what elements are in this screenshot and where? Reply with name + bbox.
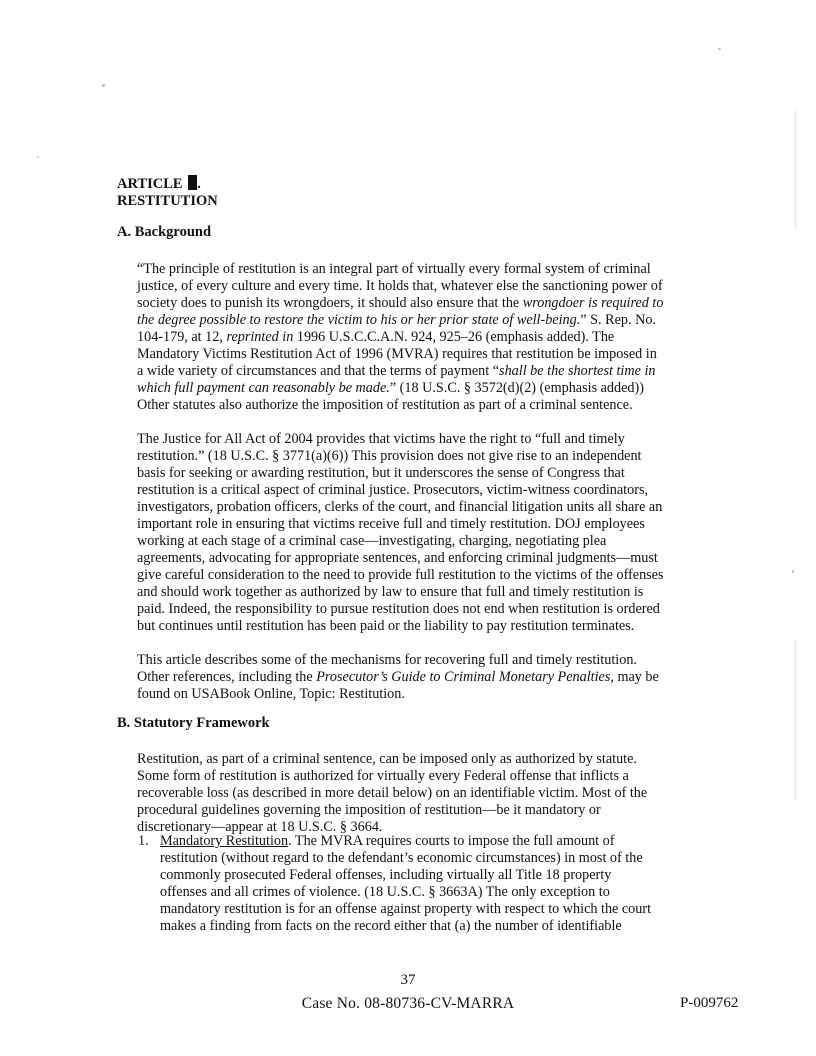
list-item-line: restitution (without regard to the defendant’s economic circumstances) in most of the <box>160 850 643 866</box>
article-label: ARTICLE <box>117 176 183 192</box>
scan-edge-line <box>795 640 796 800</box>
paragraph-line: working at each stage of a criminal case—investigating, charging, negotiating plea <box>137 533 607 549</box>
list-item-mandatory-restitution <box>138 833 694 935</box>
paragraph-line: Some form of restitution is authorized for virtually every Federal offense that inflicts a <box>137 768 629 784</box>
paragraph-line: Mandatory Victims Restitution Act of 1996 (MVRA) requires that restitution be imposed in <box>137 346 657 362</box>
paragraph-line: “The principle of restitution is an integral part of virtually every formal system of criminal <box>137 261 651 277</box>
paragraph-line: restitution is a critical aspect of criminal justice. Prosecutors, victim-witness coordinators, <box>137 482 649 498</box>
paragraph-line: basis for seeking or awarding restitution, but it underscores the sense of Congress that <box>137 465 625 481</box>
section-a-heading: A. Background <box>117 224 212 240</box>
paragraph-line: a wide variety of circumstances and that the terms of payment “shall be the shortest time in <box>137 363 656 379</box>
scan-edge-line <box>795 110 796 230</box>
paragraph-line: agreements, advocating for appropriate sentences, and enforcing criminal judgments—must <box>137 550 658 566</box>
bates-number: P-009762 <box>680 995 739 1011</box>
paragraph-line: 104-179, at 12, reprinted in 1996 U.S.C.C.A.N. 924, 925–26 (emphasis added). The <box>137 329 615 345</box>
article-heading: ARTICLE . RESTITUTION <box>117 176 218 209</box>
scan-speck <box>718 48 721 50</box>
paragraph-line: society does to punish its wrongdoers, it should also ensure that the wrongdoer is required to <box>137 295 664 311</box>
paragraph-line: which full payment can reasonably be made.” (18 U.S.C. § 3572(d)(2) (emphasis added)) <box>137 380 644 396</box>
list-item-label: Mandatory Restitution <box>160 833 289 849</box>
paragraph-line: give careful consideration to the need to provide full restitution to the victims of the offenses <box>137 567 664 583</box>
paragraph-line: justice, of every culture and every time. It holds that, whatever else the sanctioning power of <box>137 278 663 294</box>
paragraph-line: procedural guidelines governing the imposition of restitution—be it mandatory or <box>137 802 601 818</box>
section-a-paragraph-3 <box>137 652 697 703</box>
paragraph-line: investigators, probation officers, clerks of the court, and financial litigation units all share an <box>137 499 663 515</box>
scan-speck <box>102 84 105 87</box>
case-number: Case No. 08-80736-CV-MARRA <box>301 995 515 1012</box>
paragraph-line: Restitution, as part of a criminal sentence, can be imposed only as authorized by statute. <box>137 751 637 767</box>
list-item-line: offenses and all crimes of violence. (18 U.S.C. § 3663A) The only exception to <box>160 884 610 900</box>
section-b-heading: B. Statutory Framework <box>117 715 270 731</box>
paragraph-line: paid. Indeed, the responsibility to pursue restitution does not end when restitution is ordered <box>137 601 660 617</box>
list-number: 1. <box>138 833 149 849</box>
paragraph-line: found on USABook Online, Topic: Restitution. <box>137 686 405 702</box>
article-title: RESTITUTION <box>117 193 218 209</box>
list-item-line: mandatory restitution is for an offense against property with respect to which the court <box>160 901 652 917</box>
section-a-paragraph-1 <box>137 261 697 414</box>
list-item-line: makes a finding from facts on the record either that (a) the number of identifiable <box>160 918 622 934</box>
scan-speck <box>37 156 39 158</box>
page-number: 37 <box>400 972 416 988</box>
section-a-paragraph-2 <box>137 431 697 635</box>
scan-speck <box>792 570 794 573</box>
paragraph-line: restitution.” (18 U.S.C. § 3771(a)(6)) This provision does not give rise to an independent <box>137 448 642 464</box>
paragraph-line: Other statutes also authorize the imposition of restitution as part of a criminal sentence. <box>137 397 633 413</box>
list-item-body <box>146 833 694 935</box>
paragraph-line: recoverable loss (as described in more detail below) on an identifiable victim. Most of the <box>137 785 648 801</box>
paragraph-line: The Justice for All Act of 2004 provides that victims have the right to “full and timely <box>137 431 625 447</box>
section-b-intro <box>137 751 697 836</box>
redaction-mark <box>188 175 197 190</box>
paragraph-line: discretionary—appear at 18 U.S.C. § 3664. <box>137 819 383 835</box>
list-item-first-line: . The MVRA requires courts to impose the full amount of <box>288 833 615 849</box>
paragraph-line: and should work together as authorized by law to ensure that full and timely restitution is <box>137 584 644 600</box>
paragraph-line: This article describes some of the mechanisms for recovering full and timely restitution. <box>137 652 637 668</box>
paragraph-line: important role in ensuring that victims receive full and timely restitution. DOJ employees <box>137 516 645 532</box>
paragraph-line: Other references, including the Prosecutor’s Guide to Criminal Monetary Penalties, may be <box>137 669 659 685</box>
paragraph-line: the degree possible to restore the victim to his or her prior state of well-being.” S. Rep. No. <box>137 312 656 328</box>
list-item-line: commonly prosecuted Federal offenses, including virtually all Title 18 property <box>160 867 612 883</box>
paragraph-line: but continues until restitution has been paid or the liability to pay restitution terminates. <box>137 618 635 634</box>
